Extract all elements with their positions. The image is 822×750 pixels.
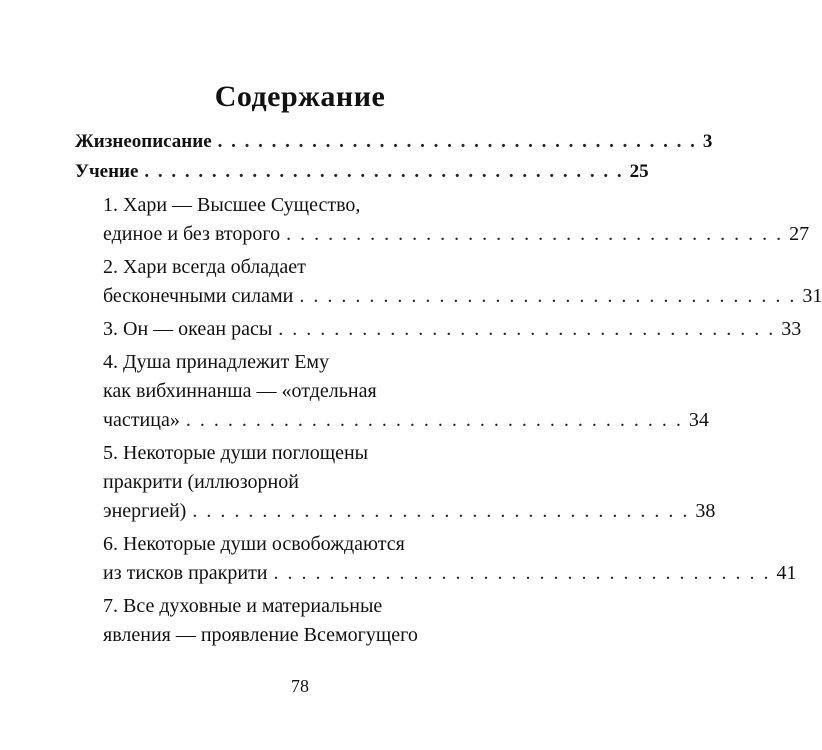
- toc-entry-biography: [75, 127, 713, 157]
- toc-entry-page: 3: [702, 131, 713, 152]
- toc-entry-text: 5. Некоторые души поглощены: [103, 442, 369, 464]
- toc-entry-text: пракрити (иллюзорной: [103, 471, 299, 493]
- toc-subentry-6: [103, 530, 797, 588]
- dot-leader: . . . . . . . . . . . . . . . . . . . . . . . . . . . . . . . . . . . .: [286, 223, 784, 245]
- toc-entry-text: 2. Хари всегда обладает: [103, 256, 306, 278]
- toc-entry-text: как вибхиннанша — «отдельная: [103, 380, 377, 402]
- toc-entry-page: 31: [802, 285, 822, 307]
- toc-subentry-7: [103, 592, 547, 650]
- toc-entry-text: энергией): [103, 500, 187, 522]
- dot-leader: . . . . . . . . . . . . . . . . . . . . . . . . . . . . . . . . . . . .: [278, 318, 776, 340]
- toc-entry-label: Жизнеописание: [75, 131, 212, 152]
- toc-entry-page: 41: [776, 562, 797, 584]
- page-number: 78: [291, 676, 309, 696]
- toc-entry-text: 4. Душа принадлежит Ему: [103, 351, 330, 373]
- toc-entry-text: 6. Некоторые души освобождаются: [103, 533, 405, 555]
- toc-entry-text: явления — проявление Всемогущего: [103, 624, 418, 646]
- toc-entry-text: из тисков пракрити: [103, 562, 268, 584]
- table-of-contents: [75, 127, 822, 650]
- page-title: Содержание: [214, 80, 386, 113]
- dot-leader: . . . . . . . . . . . . . . . . . . . . . . . . . . . . . . . . . . . .: [185, 409, 683, 431]
- toc-entry-text: единое и без второго: [103, 223, 281, 245]
- toc-entry-text: 7. Все духовные и материальные: [103, 595, 383, 617]
- dot-leader: . . . . . . . . . . . . . . . . . . . . . . . . . . . . . . . . . . . .: [192, 500, 690, 522]
- toc-entry-teaching: [75, 157, 649, 187]
- toc-entry-page: 33: [781, 318, 802, 340]
- dot-leader: . . . . . . . . . . . . . . . . . . . . . . . . . . . . . . . . . . . .: [217, 131, 697, 152]
- dot-leader: . . . . . . . . . . . . . . . . . . . . . . . . . . . . . . . . . . . .: [144, 161, 624, 182]
- toc-entry-label: Учение: [75, 161, 139, 182]
- toc-subentry-1: [103, 191, 810, 249]
- toc-entry-page: 27: [789, 223, 810, 245]
- toc-entry-page: 38: [695, 500, 716, 522]
- dot-leader: . . . . . . . . . . . . . . . . . . . . . . . . . . . . . . . . . . . .: [299, 285, 797, 307]
- toc-entry-page: 25: [629, 161, 649, 182]
- toc-subentry-2: [103, 253, 822, 311]
- dot-leader: . . . . . . . . . . . . . . . . . . . . . . . . . . . . . . . . . . . .: [273, 562, 771, 584]
- toc-subentry-5: [103, 439, 716, 526]
- toc-entry-text: частица»: [103, 409, 180, 431]
- toc-entry-text: 1. Хари — Высшее Существо,: [103, 194, 361, 216]
- toc-entry-page: 34: [688, 409, 709, 431]
- toc-entry-text: бесконечными силами: [103, 285, 294, 307]
- toc-subentry-4: [103, 348, 709, 435]
- toc-entry-text: 3. Он — океан расы: [103, 318, 273, 340]
- toc-subentry-3: [103, 315, 802, 344]
